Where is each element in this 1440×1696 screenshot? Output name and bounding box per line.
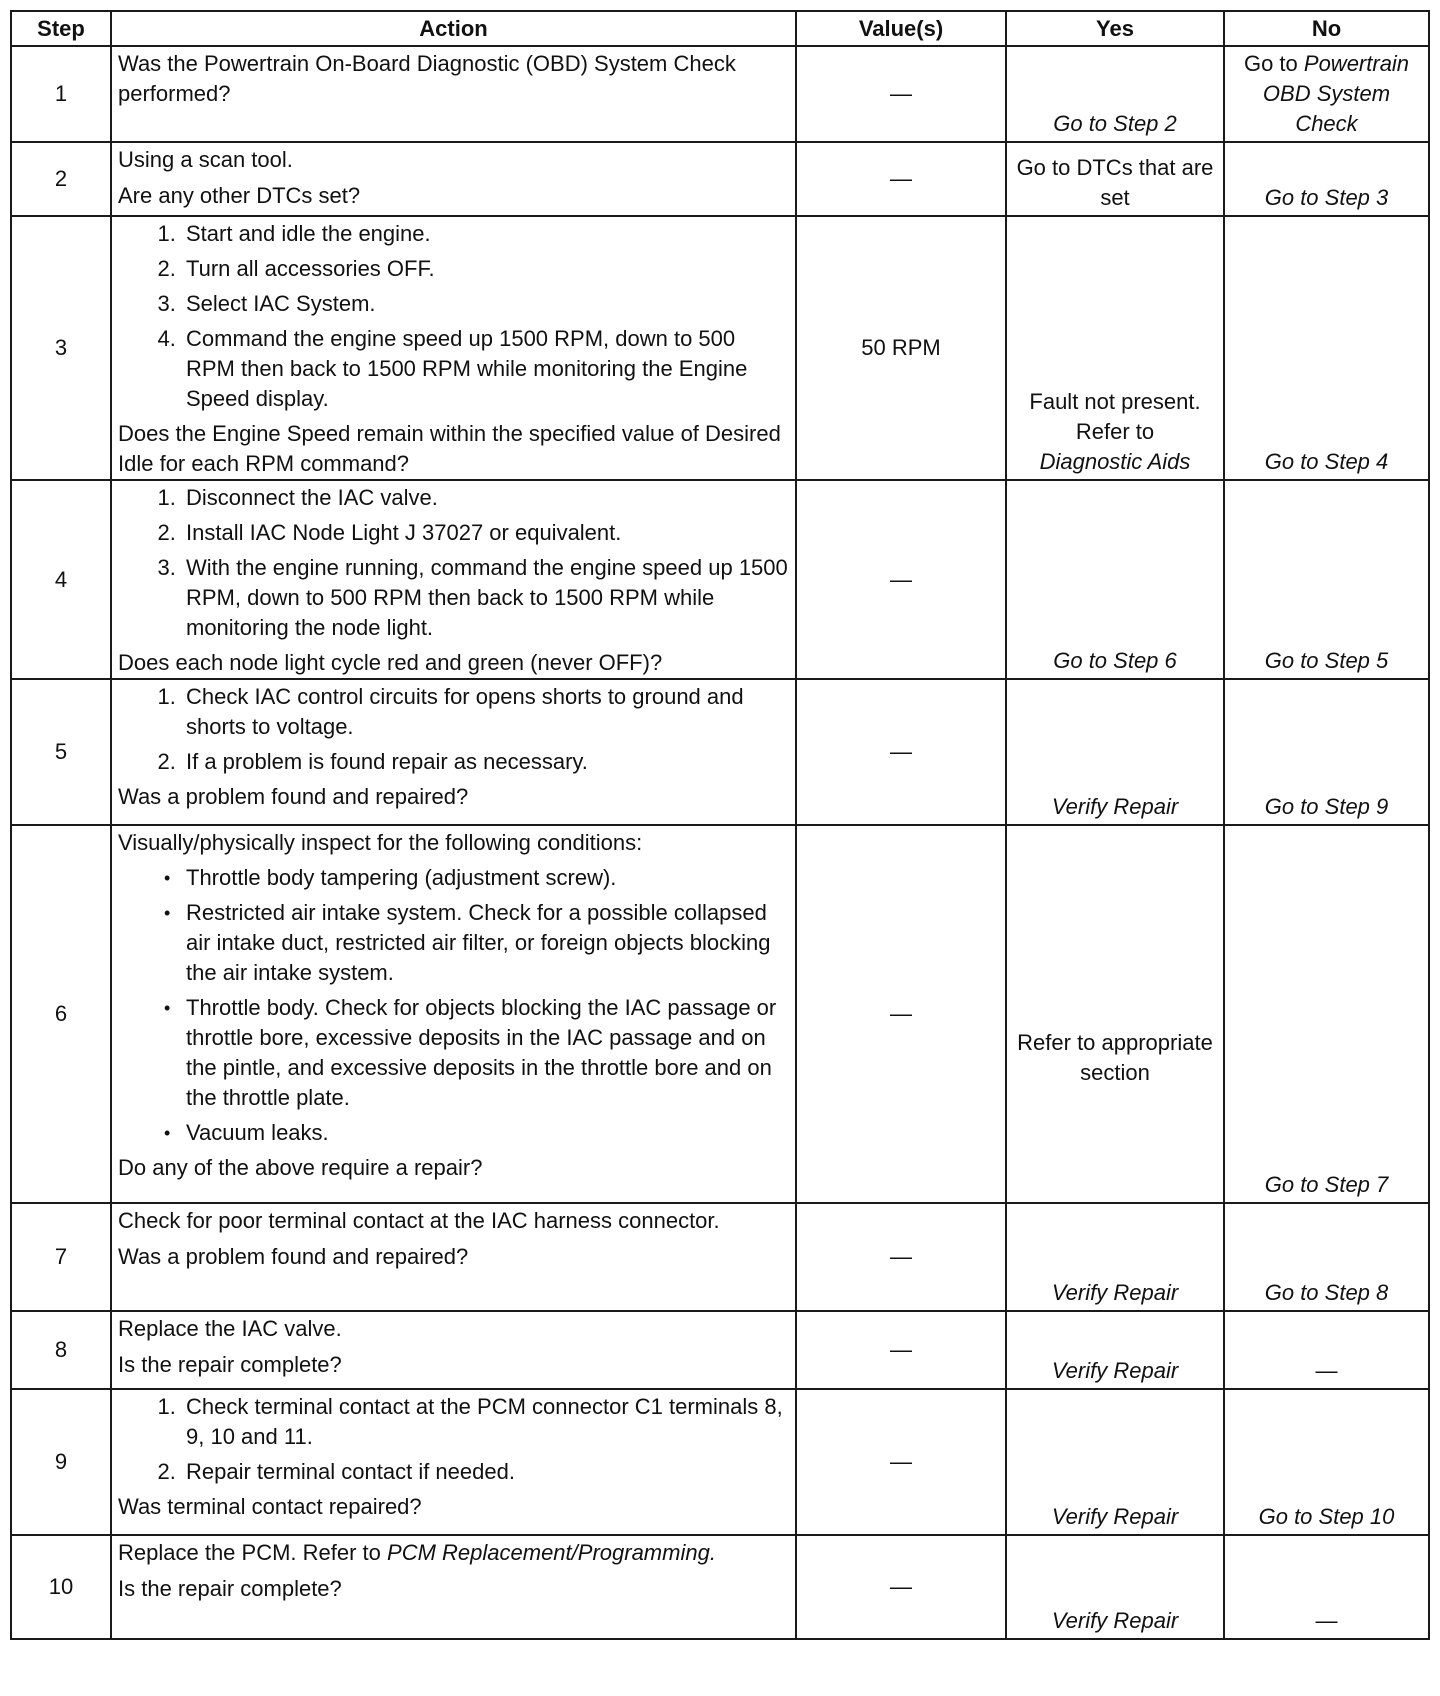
no-cell: — [1224,1311,1429,1389]
action-intro: Check for poor terminal contact at the IAC harness connector. [118,1208,720,1233]
action-intro [118,1538,789,1568]
header-values: Value(s) [796,11,1006,46]
header-action: Action [111,11,796,46]
header-step: Step [11,11,111,46]
no-cell: Go to Step 7 [1224,825,1429,1203]
list-item: • Restricted air intake system. Check for a possible collapsed air intake duct, restricted air filter, or foreign objects blocking the air intake system. [186,898,789,988]
value-cell: — [796,46,1006,142]
action-cell [111,1203,796,1311]
list-item: 3. With the engine running, command the engine speed up 1500 RPM, down to 500 RPM then back to 1500 RPM while monitoring the node light. [182,553,789,643]
action-cell [111,1389,796,1535]
header-yes: Yes [1006,11,1224,46]
action-question: Was a problem found and repaired? [118,1244,469,1269]
action-steps [118,219,789,414]
table-row-step-8 [11,1311,1429,1389]
list-item: 1. Check terminal contact at the PCM connector C1 terminals 8, 9, 10 and 11. [182,1392,789,1452]
table-row-step-3 [11,216,1429,480]
yes-text: Refer to [1075,419,1155,444]
yes-cell: Go to DTCs that are set [1006,142,1224,216]
step-number: 1 [11,46,111,142]
action-question: Was terminal contact repaired? [118,1494,422,1519]
yes-cell: Verify Repair [1006,1311,1224,1389]
yes-cell: Verify Repair [1006,1203,1224,1311]
table-row-step-2 [11,142,1429,216]
no-cell: Go to Step 9 [1224,679,1429,825]
value-cell: — [796,1311,1006,1389]
yes-cell: Verify Repair [1006,679,1224,825]
table-row-step-9 [11,1389,1429,1535]
list-item: • Throttle body tampering (adjustment screw). [186,863,789,893]
action-question: Is the repair complete? [118,1352,342,1377]
no-cell: Go to Step 5 [1224,480,1429,679]
header-row [11,11,1429,46]
no-cell [1224,46,1429,142]
step-number: 6 [11,825,111,1203]
no-cell: Go to Step 10 [1224,1389,1429,1535]
no-cell: Go to Step 4 [1224,216,1429,480]
action-steps [118,682,789,777]
step-number: 4 [11,480,111,679]
action-question: Was a problem found and repaired? [118,784,469,809]
yes-cell: Verify Repair [1006,1535,1224,1639]
step-number: 7 [11,1203,111,1311]
table-row-step-1 [11,46,1429,142]
step-number: 3 [11,216,111,480]
table-row-step-4 [11,480,1429,679]
yes-cell: Go to Step 2 [1006,46,1224,142]
action-cell [111,142,796,216]
action-cell [111,679,796,825]
action-question: Does the Engine Speed remain within the specified value of Desired Idle for each RPM command? [118,421,781,476]
action-cell [111,480,796,679]
value-cell: — [796,142,1006,216]
table-row-step-5 [11,679,1429,825]
step-number: 8 [11,1311,111,1389]
action-bullets [118,863,789,1148]
table-row-step-7 [11,1203,1429,1311]
action-question: Does each node light cycle red and green (never OFF)? [118,650,663,675]
yes-text: Fault not present. [1029,389,1201,414]
list-item: 2. If a problem is found repair as necessary. [182,747,789,777]
no-link: Powertrain OBD System Check [1262,51,1410,136]
action-question: Was the Powertrain On-Board Diagnostic (OBD) System Check performed? [118,51,736,106]
list-item: 4. Command the engine speed up 1500 RPM, down to 500 RPM then back to 1500 RPM while monitoring the Engine Speed display. [182,324,789,414]
value-cell: — [796,679,1006,825]
value-cell: — [796,1389,1006,1535]
action-cell [111,1535,796,1639]
list-item: 1. Check IAC control circuits for opens shorts to ground and shorts to voltage. [182,682,789,742]
action-intro-link: PCM Replacement/Programming. [387,1540,716,1565]
table-row-step-6 [11,825,1429,1203]
yes-cell: Go to Step 6 [1006,480,1224,679]
list-item: 2. Repair terminal contact if needed. [182,1457,789,1487]
yes-cell: Verify Repair [1006,1389,1224,1535]
diagnostic-table-sheet [10,10,1428,1686]
action-cell [111,46,796,142]
list-item: 2. Install IAC Node Light J 37027 or equivalent. [182,518,789,548]
step-number: 5 [11,679,111,825]
value-cell: — [796,825,1006,1203]
action-intro: Visually/physically inspect for the following conditions: [118,830,643,855]
value-cell: — [796,480,1006,679]
action-intro: Using a scan tool. [118,147,293,172]
action-question: Do any of the above require a repair? [118,1155,483,1180]
list-item: 1. Start and idle the engine. [182,219,789,249]
no-cell: Go to Step 8 [1224,1203,1429,1311]
action-steps [118,483,789,643]
list-item: • Throttle body. Check for objects blocking the IAC passage or throttle bore, excessive deposits in the IAC passage and on the pintle, and excessive deposits in the throttle bore and on the throttle plate. [186,993,789,1113]
yes-link: Diagnostic Aids [1039,449,1191,474]
header-no: No [1224,11,1429,46]
no-cell: — [1224,1535,1429,1639]
action-question: Are any other DTCs set? [118,183,361,208]
diagnostic-table [10,10,1430,1640]
step-number: 9 [11,1389,111,1535]
step-number: 10 [11,1535,111,1639]
yes-cell [1006,216,1224,480]
yes-cell: Refer to appropriate section [1006,825,1224,1203]
step-number: 2 [11,142,111,216]
list-item: 3. Select IAC System. [182,289,789,319]
action-cell [111,1311,796,1389]
list-item: • Vacuum leaks. [186,1118,789,1148]
action-intro: Replace the IAC valve. [118,1316,342,1341]
action-intro-text: Replace the PCM. Refer to [118,1540,381,1565]
table-row-step-10 [11,1535,1429,1639]
action-cell [111,216,796,480]
value-cell: — [796,1535,1006,1639]
no-cell: Go to Step 3 [1224,142,1429,216]
action-steps [118,1392,789,1487]
list-item: 1. Disconnect the IAC valve. [182,483,789,513]
value-cell: — [796,1203,1006,1311]
action-cell [111,825,796,1203]
list-item: 2. Turn all accessories OFF. [182,254,789,284]
action-question: Is the repair complete? [118,1576,342,1601]
value-cell: 50 RPM [796,216,1006,480]
no-text: Go to [1243,51,1298,76]
